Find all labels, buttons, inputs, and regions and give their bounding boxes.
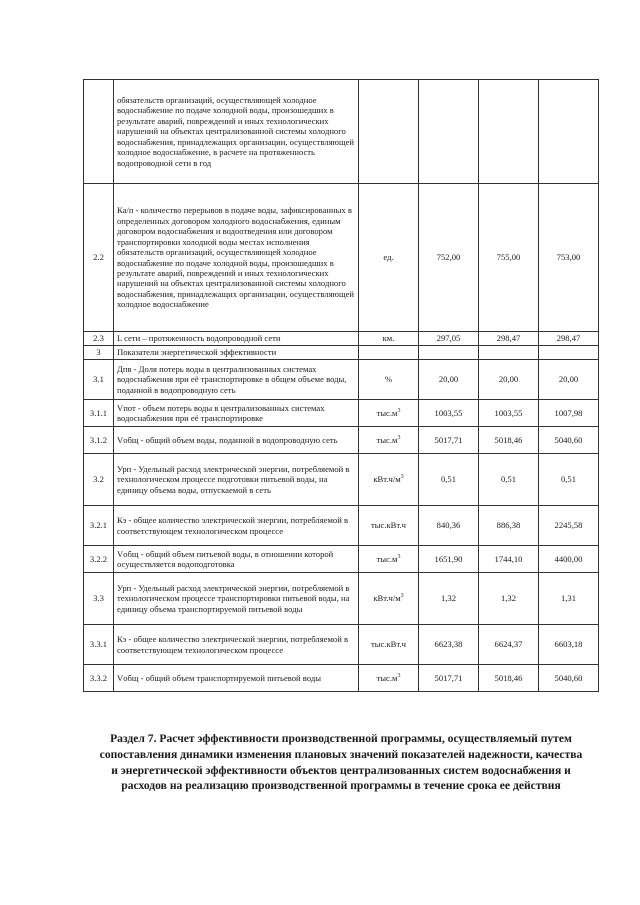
row-value-2-cell	[479, 346, 539, 360]
row-number-cell: 3.1.1	[84, 400, 114, 427]
row-value-3-cell: 0,51	[539, 454, 599, 506]
row-value-3-cell: 4400,00	[539, 546, 599, 573]
row-number-cell: 3.3	[84, 573, 114, 625]
indicators-table-body	[84, 80, 599, 692]
row-unit-cell	[359, 573, 419, 625]
row-value-2-cell: 886,38	[479, 506, 539, 546]
row-value-1-cell: 20,00	[419, 360, 479, 400]
row-value-2-cell: 1,32	[479, 573, 539, 625]
unit-text: кВт.ч/м	[373, 474, 401, 485]
row-number-cell: 3.2	[84, 454, 114, 506]
row-unit-cell	[359, 427, 419, 454]
table-row	[84, 625, 599, 665]
table-row	[84, 332, 599, 346]
row-value-2-cell: 0,51	[479, 454, 539, 506]
row-unit-cell	[359, 506, 419, 546]
row-unit-cell	[359, 184, 419, 332]
unit-text: тыс.м	[376, 434, 398, 445]
row-unit-cell	[359, 546, 419, 573]
unit-text: тыс.кВт.ч	[371, 639, 406, 650]
table-row	[84, 184, 599, 332]
row-value-2-cell: 5018,46	[479, 427, 539, 454]
row-value-1-cell: 6623,38	[419, 625, 479, 665]
row-description-cell: L сети – протяженность водопроводной сети	[114, 332, 359, 346]
row-value-2-cell: 20,00	[479, 360, 539, 400]
row-description-cell: Урп - Удельный расход электрической энергии, потребляемой в технологическом процессе транспортировки питьевой воды, на единицу объема транспортируемой питьевой воды	[114, 573, 359, 625]
table-row	[84, 360, 599, 400]
row-description-cell: Урп - Удельный расход электрической энергии, потребляемой в технологическом процессе подготовки питьевой воды, на единицу объема воды, отпускаемой в сеть	[114, 454, 359, 506]
row-value-1-cell: 752,00	[419, 184, 479, 332]
row-value-3-cell: 1,31	[539, 573, 599, 625]
row-value-3-cell	[539, 80, 599, 184]
unit-superscript: 3	[397, 407, 401, 414]
table-row	[84, 346, 599, 360]
unit-superscript: 3	[397, 553, 401, 560]
row-value-3-cell: 298,47	[539, 332, 599, 346]
row-number-cell: 3.1.2	[84, 427, 114, 454]
table-row	[84, 573, 599, 625]
row-description-cell: Vобщ - общий объем воды, поданной в водопроводную сеть	[114, 427, 359, 454]
row-unit-cell	[359, 360, 419, 400]
row-unit-cell	[359, 454, 419, 506]
row-unit-cell	[359, 665, 419, 692]
row-value-3-cell: 2245,58	[539, 506, 599, 546]
row-number-cell: 3.3.2	[84, 665, 114, 692]
row-number-cell: 3.1	[84, 360, 114, 400]
row-value-3-cell	[539, 346, 599, 360]
table-row	[84, 80, 599, 184]
row-value-3-cell: 5040,60	[539, 665, 599, 692]
row-number-cell: 2.3	[84, 332, 114, 346]
unit-text: км.	[382, 333, 395, 344]
row-value-2-cell: 6624,37	[479, 625, 539, 665]
unit-text: ед.	[383, 252, 394, 263]
row-description-cell: Vпот - объем потерь воды в централизованных системах водоснабжения при её транспортировке	[114, 400, 359, 427]
row-description-cell: Vобщ - общий объем транспортируемой питьевой воды	[114, 665, 359, 692]
row-value-2-cell: 1744,10	[479, 546, 539, 573]
row-value-3-cell: 20,00	[539, 360, 599, 400]
unit-superscript: 3	[400, 474, 404, 481]
row-value-3-cell: 1007,98	[539, 400, 599, 427]
row-number-cell: 2.2	[84, 184, 114, 332]
row-unit-cell	[359, 346, 419, 360]
row-description-cell: обязательств организаций, осуществляющей холодное водоснабжение по подаче холодной воды, произошедших в результате аварий, повреждений и иных технологических нарушений на объектах централизованной системы холодного водоснабжения, принадлежащих организации, осуществляющей холодное водоснабжение, в расчете на протяженность водопроводной сети в год	[114, 80, 359, 184]
table-row	[84, 665, 599, 692]
row-value-1-cell: 0,51	[419, 454, 479, 506]
row-value-1-cell: 297,05	[419, 332, 479, 346]
unit-text: %	[384, 374, 393, 385]
row-value-1-cell: 1003,55	[419, 400, 479, 427]
row-description-cell: Показатели энергетической эффективности	[114, 346, 359, 360]
row-unit-cell	[359, 625, 419, 665]
unit-text: тыс.кВт.ч	[371, 520, 406, 531]
table-row	[84, 427, 599, 454]
row-description-cell: Vобщ - общий объем питьевой воды, в отношении которой осуществляется водоподготовка	[114, 546, 359, 573]
row-unit-cell	[359, 332, 419, 346]
unit-text: тыс.м	[376, 553, 398, 564]
section-7-heading: Раздел 7. Расчет эффективности производственной программы, осуществляемый путем сопоставления динамики изменения плановых значений показателей надежности, качества и энергетической эффективности объектов централизованных систем водоснабжения и расходов на реализацию производственной программы в течение срока ее действия	[99, 732, 583, 793]
unit-superscript: 3	[397, 434, 401, 441]
unit-text: кВт.ч/м	[373, 593, 401, 604]
row-value-2-cell: 5018,46	[479, 665, 539, 692]
row-unit-cell	[359, 80, 419, 184]
row-unit-cell	[359, 400, 419, 427]
row-value-2-cell: 755,00	[479, 184, 539, 332]
row-number-cell	[84, 80, 114, 184]
indicators-table	[83, 79, 599, 692]
row-value-1-cell: 5017,71	[419, 427, 479, 454]
row-value-3-cell: 5040,60	[539, 427, 599, 454]
row-number-cell: 3	[84, 346, 114, 360]
row-value-3-cell: 753,00	[539, 184, 599, 332]
row-description-cell: Дпв - Доля потерь воды в централизованных системах водоснабжения при её транспортировке в общем объеме воды, поданной в водопроводную сеть	[114, 360, 359, 400]
row-value-1-cell: 1651,90	[419, 546, 479, 573]
row-description-cell: Кэ - общее количество электрической энергии, потребляемой в соответствующем технологическом процессе	[114, 625, 359, 665]
table-row	[84, 400, 599, 427]
unit-superscript: 3	[397, 672, 401, 679]
row-number-cell: 3.2.1	[84, 506, 114, 546]
row-value-2-cell	[479, 80, 539, 184]
table-row	[84, 506, 599, 546]
row-number-cell: 3.3.1	[84, 625, 114, 665]
row-value-1-cell	[419, 346, 479, 360]
unit-text: тыс.м	[376, 407, 398, 418]
unit-text: тыс.м	[376, 672, 398, 683]
row-value-2-cell: 298,47	[479, 332, 539, 346]
row-value-1-cell: 1,32	[419, 573, 479, 625]
row-value-1-cell: 5017,71	[419, 665, 479, 692]
row-description-cell: Ка/п - количество перерывов в подаче воды, зафиксированных в определенных договором холодного водоснабжения, единым договором водоснабжения и водоотведения или договором транспортировки холодной воды местах исполнения обязательств организаций, осуществляющей холодное водоснабжение по подаче холодной воды, произошедших в результате аварий, повреждений и иных технологических нарушений на объектах централизованной системы холодного водоснабжения, принадлежащих организации, осуществляющей холодное водоснабжение	[114, 184, 359, 332]
table-row	[84, 546, 599, 573]
unit-superscript: 3	[400, 593, 404, 600]
row-description-cell: Кэ - общее количество электрической энергии, потребляемой в соответствующем технологическом процессе	[114, 506, 359, 546]
row-value-1-cell: 840,36	[419, 506, 479, 546]
table-row	[84, 454, 599, 506]
row-value-2-cell: 1003,55	[479, 400, 539, 427]
row-value-3-cell: 6603,18	[539, 625, 599, 665]
row-value-1-cell	[419, 80, 479, 184]
row-number-cell: 3.2.2	[84, 546, 114, 573]
